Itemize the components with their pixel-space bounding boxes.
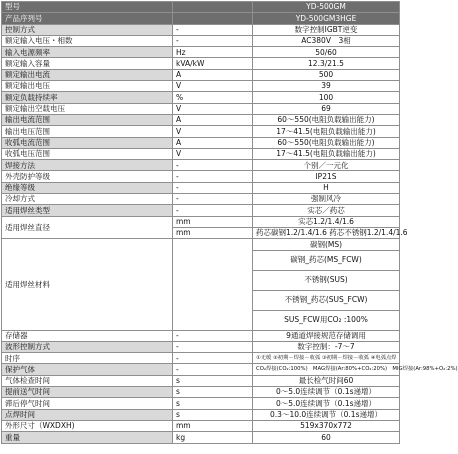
spec-label: 保护气体 (2, 364, 173, 375)
spec-value: 60 (253, 432, 400, 443)
spec-value: 519x370x772 (253, 420, 400, 431)
spec-label: 外壳防护等级 (2, 171, 173, 182)
spec-label: 时序 (2, 353, 173, 364)
spec-row (2, 375, 400, 386)
spec-value: 9通道焊接规范存储调用 (253, 330, 400, 341)
spec-unit: - (173, 330, 253, 341)
spec-row (2, 13, 400, 24)
spec-unit (173, 239, 253, 330)
spec-label: 收弧电流范围 (2, 137, 173, 148)
spec-unit: - (173, 182, 253, 193)
spec-row (2, 137, 400, 148)
spec-row (2, 47, 400, 58)
spec-row (2, 171, 400, 182)
spec-value: SUS_FCW用CO₂ :100% (253, 310, 400, 330)
spec-unit: mm (173, 227, 253, 238)
spec-row (2, 160, 400, 171)
spec-row (2, 194, 400, 205)
spec-row (2, 103, 400, 114)
spec-unit: V (173, 148, 253, 159)
spec-label: 额定输入电压・相数 (2, 35, 173, 46)
spec-row (2, 148, 400, 159)
spec-row (2, 114, 400, 125)
spec-label: 额定输出空载电压 (2, 103, 173, 114)
spec-label: 重量 (2, 432, 173, 443)
spec-row (2, 92, 400, 103)
spec-label: 型号 (2, 2, 173, 13)
spec-label: 收弧电压范围 (2, 148, 173, 159)
spec-label: 输入电源频率 (2, 47, 173, 58)
spec-value: 不锈钢(SUS) (253, 270, 400, 290)
spec-row-wire-diameter (2, 216, 400, 227)
spec-label: 适用焊丝直径 (2, 216, 173, 239)
spec-unit: s (173, 409, 253, 420)
spec-label: 控制方式 (2, 24, 173, 35)
spec-unit: s (173, 387, 253, 398)
spec-label: 焊接方法 (2, 160, 173, 171)
spec-unit: % (173, 92, 253, 103)
spec-value: 17～41.5(电阻负载输出能力) (253, 148, 400, 159)
spec-value: IP21S (253, 171, 400, 182)
spec-unit (173, 13, 253, 24)
spec-value: 12.3/21.5 (253, 58, 400, 69)
spec-value: H (253, 182, 400, 193)
spec-value: 数字控制IGBT逆变 (253, 24, 400, 35)
spec-unit: Hz (173, 47, 253, 58)
spec-value: 0.3～10.0连续调节（0.1s递增） (253, 409, 400, 420)
spec-unit: - (173, 160, 253, 171)
spec-label: 额定输出电压 (2, 81, 173, 92)
spec-value: 个别／一元化 (253, 160, 400, 171)
spec-unit: - (173, 341, 253, 352)
spec-label: 适用焊丝类型 (2, 205, 173, 216)
spec-unit: mm (173, 216, 253, 227)
spec-value: 100 (253, 92, 400, 103)
spec-value: AC380V 3相 (253, 35, 400, 46)
spec-value: 实芯／药芯 (253, 205, 400, 216)
spec-value: 0～5.0连续调节（0.1s递增） (253, 387, 400, 398)
spec-value: ①无缓 ②初期－焊接－收弧 ③初期－焊接－收弧 ④电弧点焊 (253, 353, 400, 364)
spec-row (2, 2, 400, 13)
spec-label: 外形尺寸（WXDXH) (2, 420, 173, 431)
spec-label: 产品序列号 (2, 13, 173, 24)
spec-unit: - (173, 35, 253, 46)
spec-row (2, 58, 400, 69)
spec-label: 输出电流范围 (2, 114, 173, 125)
spec-unit: A (173, 137, 253, 148)
spec-row (2, 69, 400, 80)
spec-value: 碳钢(MS) (253, 239, 400, 250)
spec-value: 强制风冷 (253, 194, 400, 205)
spec-value: 0～5.0连续调节（0.1s递增） (253, 398, 400, 409)
spec-row (2, 353, 400, 364)
spec-unit: - (173, 171, 253, 182)
spec-label: 输出电压范围 (2, 126, 173, 137)
spec-value: YD-500GM (253, 2, 400, 13)
spec-value: 实芯1.2/1.4/1.6 (253, 216, 400, 227)
spec-row (2, 387, 400, 398)
spec-unit: - (173, 194, 253, 205)
spec-row (2, 364, 400, 375)
spec-unit: V (173, 126, 253, 137)
spec-unit: s (173, 375, 253, 386)
spec-value: 17～41.5(电阻负载输出能力) (253, 126, 400, 137)
spec-unit: kg (173, 432, 253, 443)
spec-value: CO₂焊接(CO₂:100%) MAG焊接(Ar:80%+CO₂:20%) MIG焊接(Ar:98%+O₂:2%) (253, 364, 400, 375)
spec-label: 波形控制方式 (2, 341, 173, 352)
spec-value: 50/60 (253, 47, 400, 58)
spec-row (2, 205, 400, 216)
spec-value: 500 (253, 69, 400, 80)
spec-value: 药芯碳钢1.2/1.4/1.6 药芯不锈钢1.2/1.4/1.6 (253, 227, 400, 238)
spec-unit: - (173, 205, 253, 216)
spec-table (1, 1, 458, 444)
spec-label: 点焊时间 (2, 409, 173, 420)
spec-value: 69 (253, 103, 400, 114)
spec-unit: A (173, 114, 253, 125)
spec-row (2, 398, 400, 409)
spec-row (2, 35, 400, 46)
spec-label: 冷却方式 (2, 194, 173, 205)
spec-label: 额定输出电流 (2, 69, 173, 80)
spec-unit: - (173, 24, 253, 35)
spec-row (2, 420, 400, 431)
spec-label: 额定输入容量 (2, 58, 173, 69)
spec-row (2, 432, 400, 443)
spec-unit: V (173, 103, 253, 114)
spec-row (2, 341, 400, 352)
spec-label: 绝缘等级 (2, 182, 173, 193)
spec-value: 最长检气时间60 (253, 375, 400, 386)
spec-value: 39 (253, 81, 400, 92)
spec-label: 额定负载持续率 (2, 92, 173, 103)
spec-value: 60～550(电阻负载输出能力) (253, 114, 400, 125)
spec-label: 提前送气时间 (2, 387, 173, 398)
spec-unit: mm (173, 420, 253, 431)
spec-unit: A (173, 69, 253, 80)
spec-row (2, 409, 400, 420)
spec-unit (173, 2, 253, 13)
spec-row (2, 24, 400, 35)
spec-label: 存储器 (2, 330, 173, 341)
spec-row (2, 330, 400, 341)
spec-value: 60～550(电阻负载输出能力) (253, 137, 400, 148)
spec-unit: kVA/kW (173, 58, 253, 69)
spec-unit: - (173, 364, 253, 375)
spec-value: YD-500GM3HGE (253, 13, 400, 24)
spec-label: 滞后停气时间 (2, 398, 173, 409)
spec-unit: s (173, 398, 253, 409)
spec-unit: V (173, 81, 253, 92)
spec-value: 碳钢_药芯(MS_FCW) (253, 250, 400, 270)
spec-value: 不锈钢_药芯(SUS_FCW) (253, 290, 400, 310)
spec-label: 气体检查时间 (2, 375, 173, 386)
spec-row (2, 182, 400, 193)
spec-value: 数字控制：-7～7 (253, 341, 400, 352)
spec-label: 适用焊丝材料 (2, 239, 173, 330)
spec-row (2, 126, 400, 137)
spec-unit: - (173, 353, 253, 364)
spec-row (2, 81, 400, 92)
spec-row-wire-material (2, 239, 400, 250)
